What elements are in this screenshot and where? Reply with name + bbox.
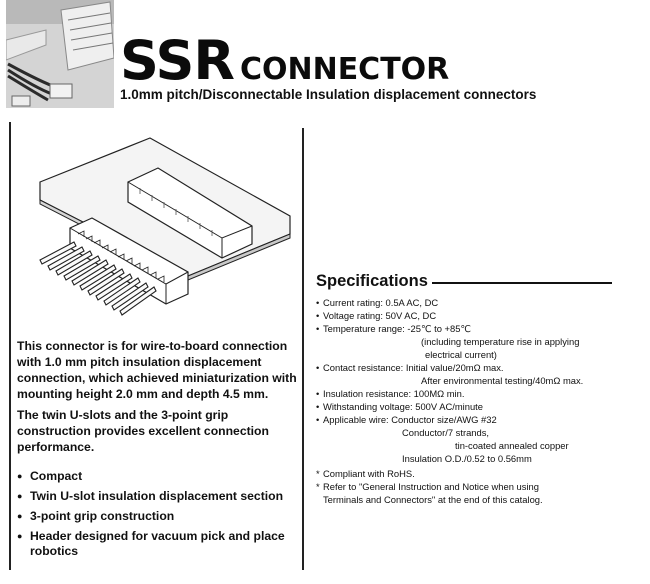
note-refer-line-1: Refer to "General Instruction and Notice when using — [323, 481, 539, 492]
note-refer — [316, 480, 616, 506]
notes-list — [316, 467, 616, 506]
title-main: SSR — [120, 29, 234, 92]
spec-wire-material: tin-coated annealed copper — [455, 440, 569, 451]
feature-item: ● Compact — [17, 469, 299, 484]
left-divider — [9, 122, 11, 570]
feature-item: ● Header designed for vacuum pick and place robotics — [17, 529, 299, 559]
feature-list — [17, 469, 299, 559]
page-subtitle: 1.0mm pitch/Disconnectable Insulation displacement connectors — [120, 87, 537, 102]
specifications-section — [316, 272, 616, 506]
center-divider — [302, 128, 304, 570]
title-sub: CONNECTOR — [239, 52, 450, 87]
spec-temperature-range — [316, 322, 616, 361]
spec-temperature-note-1: (including temperature rise in applying — [421, 336, 580, 347]
description-paragraph-2: The twin U-slots and the 3-point grip construction provides excellent connection performance. — [17, 408, 269, 454]
spec-contact-resistance-after: After environmental testing/40mΩ max. — [421, 375, 584, 386]
spec-applicable-wire — [316, 413, 616, 465]
product-photo — [6, 0, 114, 108]
spec-contact-resistance — [316, 361, 616, 387]
specifications-heading — [316, 272, 616, 291]
connector-drawing — [30, 130, 300, 335]
spec-temperature-note-2: electrical current) — [425, 349, 497, 360]
description-paragraph-1: This connector is for wire-to-board connection with 1.0 mm pitch insulation displacement connection, which achieved miniaturization with mounting height 2.0 mm and depth 4.5 mm. — [17, 339, 297, 401]
spec-current-rating: • Current rating: 0.5A AC, DC — [316, 296, 616, 309]
specifications-list — [316, 296, 616, 465]
spec-temperature-text: Temperature range: -25℃ to +85℃ — [323, 323, 471, 334]
description-section — [17, 338, 299, 564]
page-title — [120, 29, 450, 92]
feature-item: ● Twin U-slot insulation displacement section — [17, 489, 299, 504]
spec-insulation-resistance: • Insulation resistance: 100MΩ min. — [316, 387, 616, 400]
spec-contact-resistance-text: Contact resistance: Initial value/20mΩ max. — [323, 362, 504, 373]
note-rohs: * Compliant with RoHS. — [316, 467, 616, 480]
spec-withstanding-voltage: • Withstanding voltage: 500V AC/minute — [316, 400, 616, 413]
spec-wire-conductor: Conductor/7 strands, — [402, 427, 490, 438]
note-refer-line-2: Terminals and Connectors" at the end of this catalog. — [323, 494, 543, 505]
specifications-heading-text: Specifications — [316, 272, 428, 290]
spec-applicable-wire-text: Applicable wire: Conductor size/AWG #32 — [323, 414, 497, 425]
spec-wire-insulation: Insulation O.D./0.52 to 0.56mm — [402, 453, 532, 464]
spec-voltage-rating: • Voltage rating: 50V AC, DC — [316, 309, 616, 322]
heading-rule — [432, 282, 612, 284]
feature-item: ● 3-point grip construction — [17, 509, 299, 524]
